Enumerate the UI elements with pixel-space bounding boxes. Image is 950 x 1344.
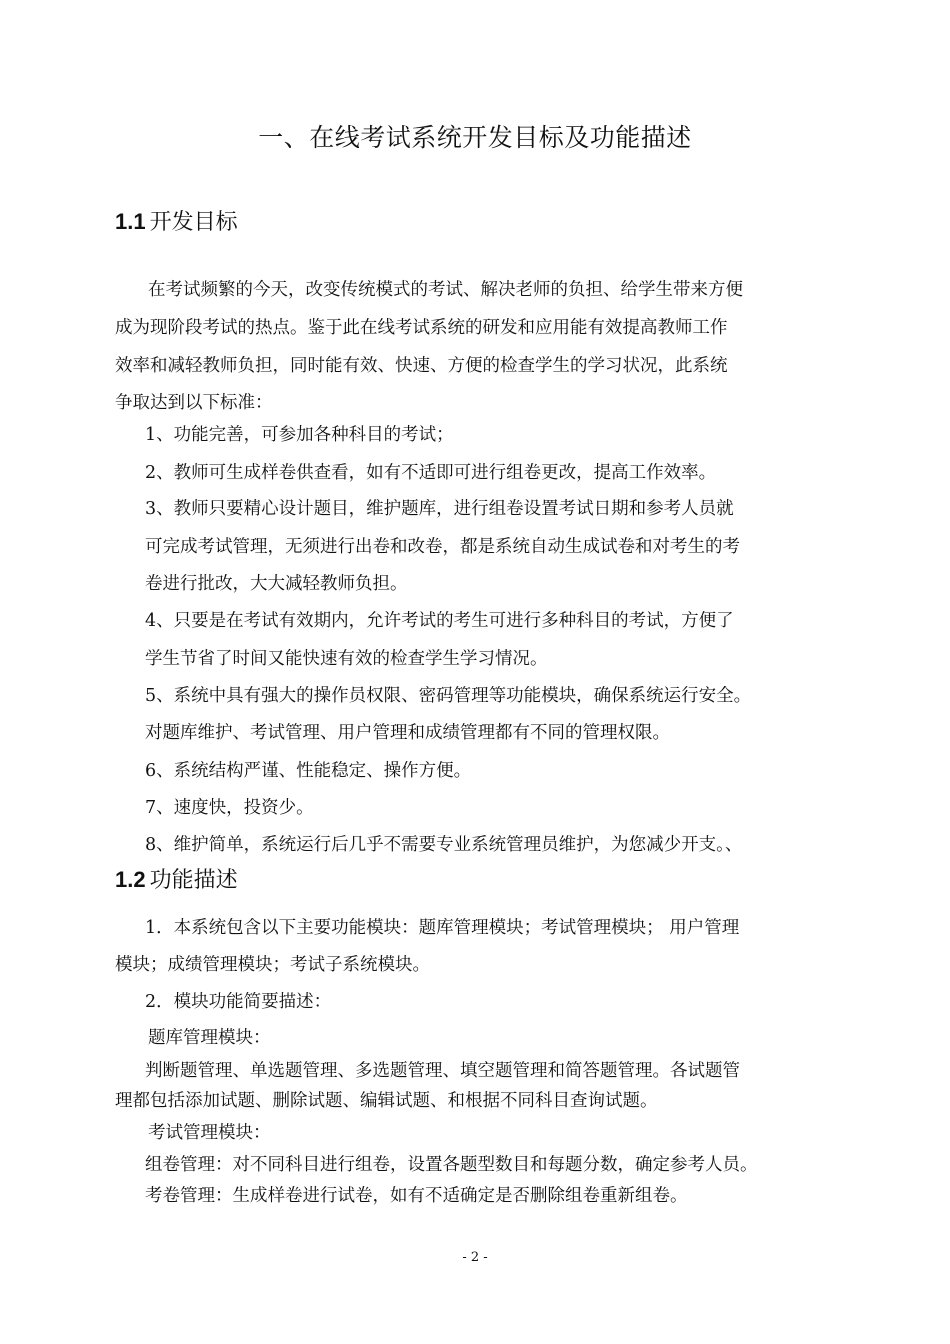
list-item: 2、教师可生成样卷供查看，如有不适即可进行组卷更改，提高工作效率。	[145, 463, 717, 483]
body-line: 考卷管理：生成样卷进行试卷，如有不适确定是否删除组卷重新组卷。	[145, 1186, 688, 1206]
page-title: 一、在线考试系统开发目标及功能描述	[258, 123, 692, 152]
intro-paragraph-line: 在考试频繁的今天，改变传统模式的考试、解决老师的负担、给学生带来方便	[148, 280, 743, 300]
body-line: 1．本系统包含以下主要功能模块：题库管理模块；考试管理模块； 用户管理	[145, 918, 740, 938]
body-line: 题库管理模块：	[148, 1028, 271, 1048]
list-item: 3、教师只要精心设计题目，维护题库，进行组卷设置考试日期和参考人员就	[145, 499, 734, 519]
section-heading-1-1	[115, 205, 238, 236]
list-item: 6、系统结构严谨、性能稳定、操作方便。	[145, 761, 472, 781]
list-item: 学生节省了时间又能快速有效的检查学生学习情况。	[145, 649, 548, 669]
body-line: 模块；成绩管理模块；考试子系统模块。	[115, 955, 430, 975]
body-line: 组卷管理：对不同科目进行组卷，设置各题型数目和每题分数，确定参考人员。	[145, 1155, 758, 1175]
section-number: 1.1	[115, 209, 146, 234]
section-heading-text: 开发目标	[149, 210, 238, 235]
intro-paragraph-line: 争取达到以下标准：	[115, 393, 273, 413]
list-item: 8、维护简单，系统运行后几乎不需要专业系统管理员维护，为您减少开支。、	[145, 835, 743, 855]
list-item: 可完成考试管理，无须进行出卷和改卷，都是系统自动生成试卷和对考生的考	[145, 537, 740, 557]
list-item: 4、只要是在考试有效期内，允许考试的考生可进行多种科目的考试，方便了	[145, 611, 734, 631]
page-number: - 2 -	[462, 1250, 488, 1265]
body-line: 考试管理模块：	[148, 1123, 271, 1143]
body-line: 2．模块功能简要描述：	[145, 992, 332, 1012]
intro-paragraph-line: 成为现阶段考试的热点。鉴于此在线考试系统的研发和应用能有效提高教师工作	[115, 318, 728, 338]
list-item: 1、功能完善，可参加各种科目的考试；	[145, 425, 454, 445]
list-item: 5、系统中具有强大的操作员权限、密码管理等功能模块，确保系统运行安全。	[145, 686, 752, 706]
list-item: 7、速度快，投资少。	[145, 798, 314, 818]
body-line: 理都包括添加试题、删除试题、编辑试题、和根据不同科目查询试题。	[115, 1091, 658, 1111]
intro-paragraph-line: 效率和减轻教师负担，同时能有效、快速、方便的检查学生的学习状况，此系统	[115, 356, 728, 376]
section-heading-1-2	[115, 863, 238, 894]
list-item: 对题库维护、考试管理、用户管理和成绩管理都有不同的管理权限。	[145, 723, 670, 743]
list-item: 卷进行批改，大大减轻教师负担。	[145, 574, 408, 594]
section-heading-text: 功能描述	[149, 868, 238, 893]
body-line: 判断题管理、单选题管理、多选题管理、填空题管理和简答题管理。各试题管	[145, 1061, 740, 1081]
section-number: 1.2	[115, 867, 146, 892]
